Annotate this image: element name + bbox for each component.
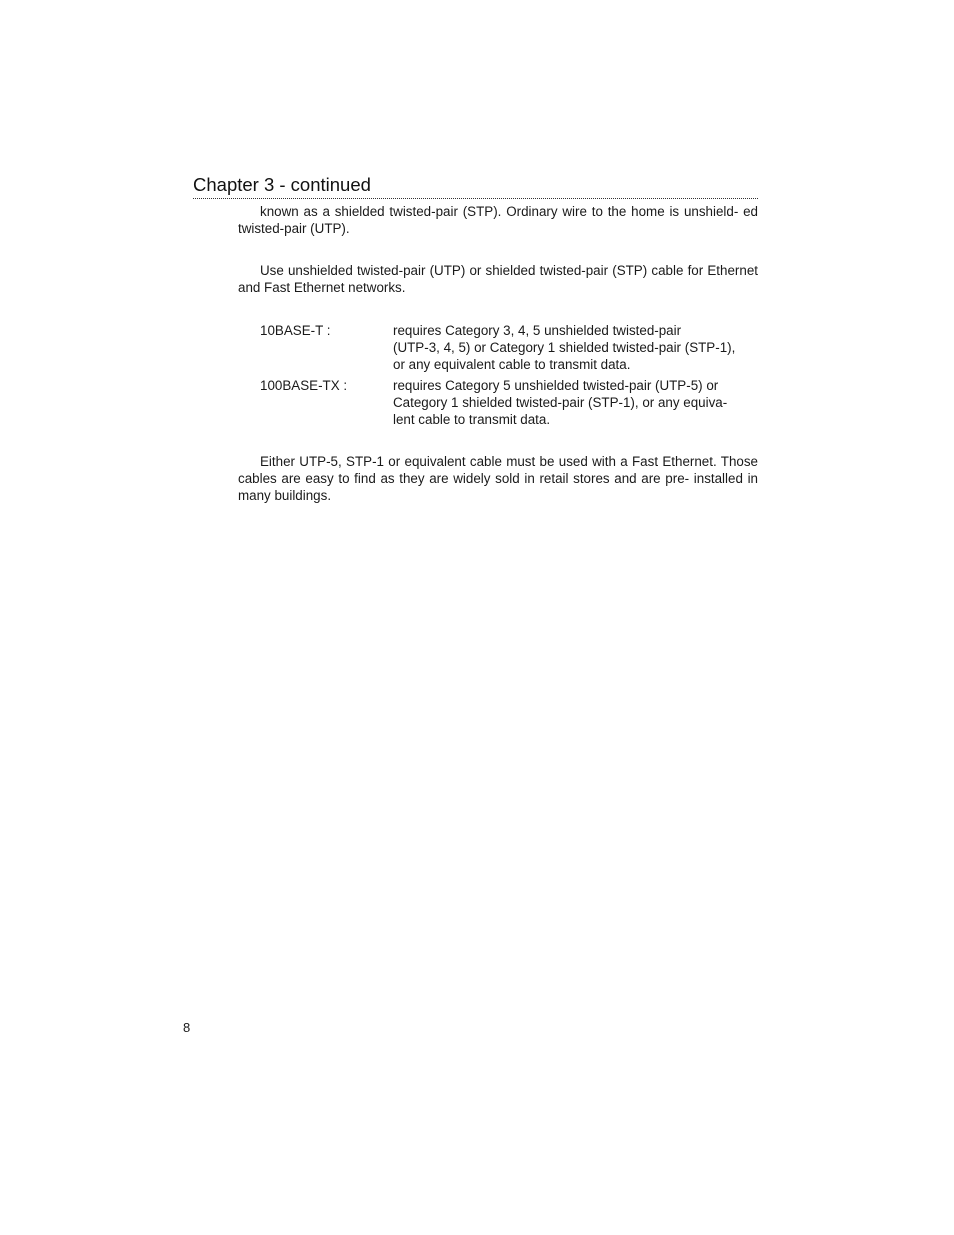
paragraph-text: known as a shielded twisted-pair (STP). Ordinary wire to the home is unshield- ed twisted-pair (UTP).	[238, 204, 758, 236]
spec-line: requires Category 3, 4, 5 unshielded twisted-pair	[393, 323, 682, 338]
spec-line: requires Category 5 unshielded twisted-pair (UTP-5) or	[393, 378, 719, 393]
chapter-heading: Chapter 3 - continued	[193, 174, 371, 195]
paragraph-text: Either UTP-5, STP-1 or equivalent cable must be used with a Fast Ethernet. Those cables are easy to find as they are widely sold in retail stores and are pre- installed in many buildings.	[238, 454, 758, 503]
spec-row	[260, 322, 758, 373]
heading-divider	[193, 198, 758, 199]
spec-description	[393, 377, 758, 428]
spec-term: 10BASE-T :	[260, 323, 331, 338]
spec-term: 100BASE-TX :	[260, 378, 348, 393]
spec-line: Category 1 shielded twisted-pair (STP-1), or any equiva-	[393, 395, 728, 410]
spec-100base-tx	[260, 377, 758, 428]
spec-line: (UTP-3, 4, 5) or Category 1 shielded twisted-pair (STP-1),	[393, 340, 736, 355]
paragraph-text: Use unshielded twisted-pair (UTP) or shielded twisted-pair (STP) cable for Ethernet and Fast Ethernet networks.	[238, 263, 758, 295]
spec-line: lent cable to transmit data.	[393, 412, 551, 427]
spec-10base-t	[260, 322, 758, 373]
spec-row	[260, 377, 758, 428]
spec-line: or any equivalent cable to transmit data.	[393, 357, 631, 372]
paragraph-fast-ethernet-cable	[238, 453, 758, 504]
paragraph-stp-utp-definition	[238, 203, 758, 237]
paragraph-cable-usage	[238, 262, 758, 296]
page-number: 8	[183, 1020, 191, 1035]
spec-description	[393, 322, 758, 373]
